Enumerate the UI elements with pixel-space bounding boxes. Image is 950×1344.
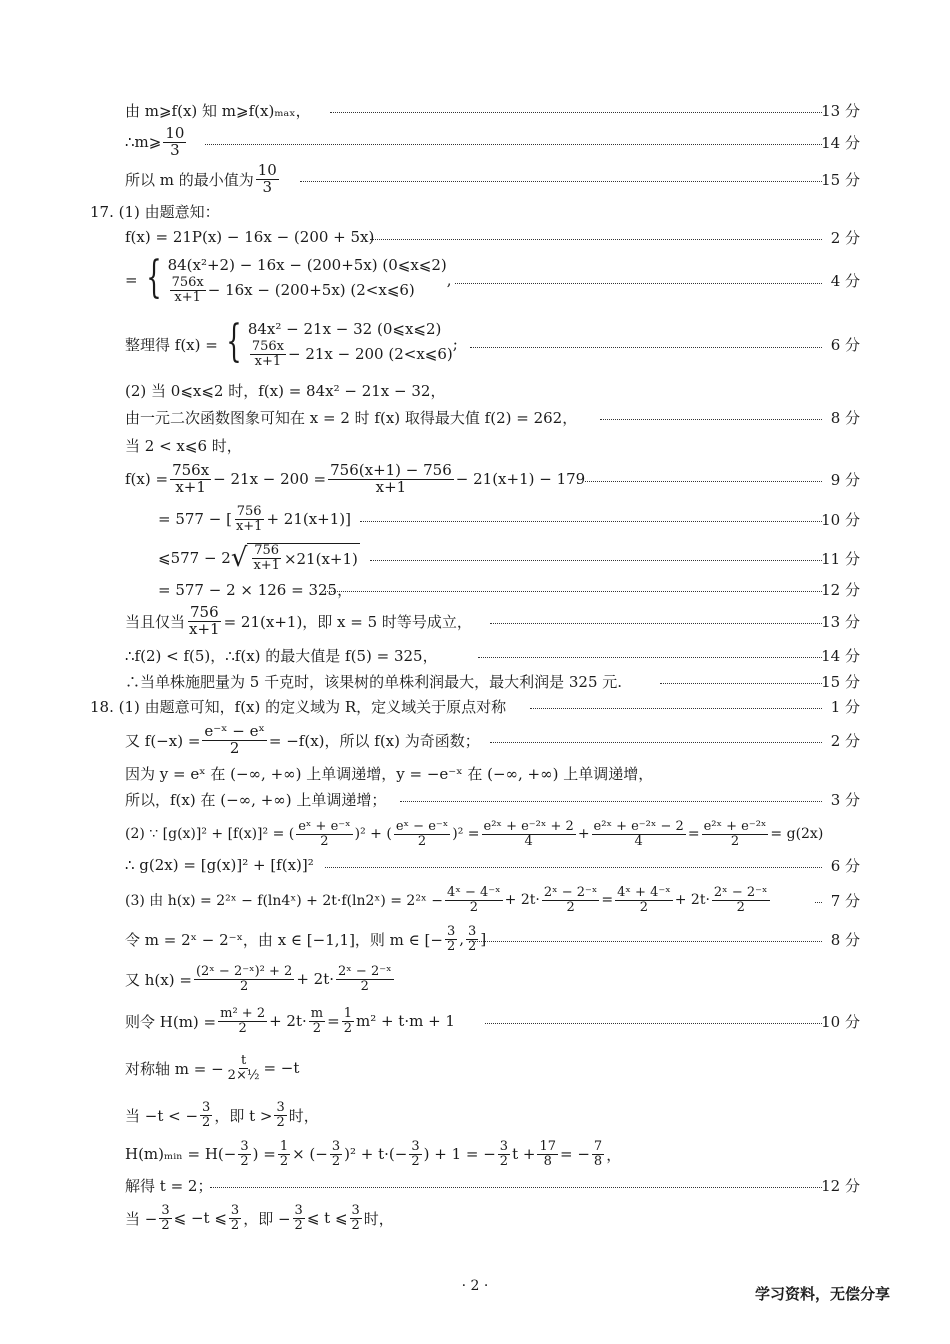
score-label: 10 分	[821, 1012, 860, 1031]
solution-line-26: 又 h(x) = $\frac{\text{(2ˣ − 2⁻ˣ)² + 2}}{2}$ + 2t· 2ˣ − 2⁻ˣ 2	[125, 963, 392, 994]
leader-dots	[325, 574, 822, 604]
footer-watermark: 学习资料，无偿分享	[754, 1285, 890, 1303]
leader-dots	[370, 538, 822, 578]
solution-line-19: 又 f(−x) = $\frac{\text{e⁻ˣ − eˣ}}{2}$ = −f(x)，所以 f(x) 为奇函数； 2 分	[0, 721, 950, 759]
solution-line-8	[0, 375, 950, 405]
line-text: 因为 y = eˣ 在 (−∞, +∞) 上单调递增，y = −e⁻ˣ 在 (−∞, +∞) 上单调递增，	[125, 764, 654, 783]
score-label: 10 分	[821, 510, 860, 529]
solution-line-22: (2) ∵ [g(x)]² + [f(x)]² = ( eˣ + e⁻ˣ 2 )² + ( eˣ − e⁻ˣ 2 )² = $\frac{\text{e²ˣ + e⁻²ˣ + 2}}{4}$ + $\frac{\text{e²ˣ + e⁻²ˣ − 2}}{4}$ = $\frac{\text{e²ˣ + e⁻²ˣ}}{2}$ = g(2x)	[125, 818, 824, 849]
leader-dots	[472, 920, 822, 958]
leader-dots	[490, 721, 822, 759]
score-label: 4 分	[830, 271, 860, 290]
solution-line-28: 对称轴 m = − $\frac{t}{\text{2×½}}$ = −t	[125, 1052, 300, 1083]
line-text: 由一元二次函数图象可知在 x = 2 时 f(x) 取得最大值 f(2) = 262，	[125, 408, 578, 427]
score-label: 12 分	[821, 580, 860, 599]
leader-dots	[210, 1170, 822, 1200]
case-row-1: 84x² − 21x − 32 (0⩽x⩽2)	[247, 319, 442, 338]
case-row-2: 756x x+1 − 21x − 200 (2<x⩽6)	[251, 338, 453, 369]
leader-dots	[470, 314, 822, 374]
score-label: 6 分	[830, 335, 860, 354]
solution-line-21	[0, 784, 950, 814]
line-text: ∴当单株施肥量为 5 千克时，该果树的单株利润最大，最大利润是 325 元.	[125, 672, 623, 691]
fraction: 10 3	[165, 123, 185, 159]
leader-dots	[600, 402, 822, 432]
solution-line-25: 令 m = 2ˣ − 2⁻ˣ，由 x ∈ [−1,1]，则 m ∈ [− $\frac{3}{2}$ , 3 2 ] 8 分	[0, 920, 950, 958]
solution-line-9	[0, 402, 950, 432]
score-label: 11 分	[821, 549, 860, 568]
line-text: 由 m⩾f(x) 知 m⩾f(x)ₘₐₓ，	[125, 101, 311, 120]
solution-line-23	[0, 850, 950, 880]
leader-dots	[815, 880, 822, 920]
solution-line-32: 当 − $\frac{3}{2}$ ⩽ −t ⩽ 3 2 ，即 − $\frac{3}{2}$ ⩽ t ⩽ 3 2 时，	[125, 1202, 394, 1233]
leader-dots	[455, 250, 822, 310]
leader-dots	[585, 458, 822, 500]
leader-dots	[300, 162, 822, 196]
question-18-line-1	[0, 691, 950, 721]
line-text: = 577 − 2 × 126 = 325，	[158, 580, 353, 599]
solution-line-5	[0, 222, 950, 252]
solution-line-3	[0, 162, 950, 196]
score-label: 15 分	[821, 672, 860, 691]
leader-dots	[370, 222, 822, 252]
solution-line-1	[0, 95, 950, 125]
leader-dots	[400, 784, 822, 814]
case-row-2: 756x x+1 − 16x − (200+5x) (2<x⩽6)	[171, 274, 415, 305]
page-number: · 2 ·	[461, 1278, 489, 1294]
score-label: 13 分	[821, 101, 860, 120]
score-label: 2 分	[830, 731, 860, 750]
leader-dots	[330, 95, 822, 125]
solution-line-31	[0, 1170, 950, 1200]
line-text: ∴f(2) < f(5)，∴f(x) 的最大值是 f(5) = 325，	[125, 646, 438, 665]
score-label: 9 分	[830, 470, 860, 489]
score-label: 14 分	[821, 646, 860, 665]
solution-line-15: 当且仅当 $\frac{756}{x+1}$ = 21(x+1)，即 x = 5 时等号成立， 13 分	[0, 602, 950, 640]
score-label: 1 分	[830, 697, 860, 716]
line-text: (2) 当 0⩽x⩽2 时，f(x) = 84x² − 21x − 32，	[125, 381, 446, 400]
line-text: 所以 m 的最小值为	[125, 170, 254, 189]
score-label: 7 分	[830, 891, 860, 910]
leader-dots	[490, 602, 822, 640]
line-text: 18. (1) 由题意可知，f(x) 的定义域为 R，定义域关于原点对称	[90, 697, 507, 716]
score-label: 3 分	[830, 790, 860, 809]
score-label: 14 分	[821, 133, 860, 152]
score-label: 6 分	[830, 856, 860, 875]
solution-line-30: H(m)ₘᵢₙ = H(− $\frac{3}{2}$ ) = $\frac{1}{2}$ × (− $\frac{3}{2}$ )² + t·(− $\frac{3}{2}$ ) + 1 = − $\frac{3}{2}$ t + $\frac{17}{8}$ = − $\frac{7}{8}$ ，	[125, 1138, 622, 1169]
leader-dots	[530, 691, 822, 721]
case-row-1: 84(x²+2) − 16x − (200+5x) (0⩽x⩽2)	[167, 255, 447, 274]
solution-line-27: 则令 H(m) = $\frac{\text{m² + 2}}{2}$ + 2t· $\frac{m}{2}$ = $\frac{1}{2}$ m² + t·m + 1 10 分	[0, 1002, 950, 1040]
piecewise-line-7: 整理得 f(x) = { 84x² − 21x − 32 (0⩽x⩽2) 756x x+1 − 21x − 200 (2<x⩽6) ; 6 分	[0, 314, 950, 374]
solution-line-2	[0, 125, 950, 159]
leader-dots	[325, 850, 822, 880]
solution-line-24: (3) 由 h(x) = 2²ˣ − f(ln4ˣ) + 2t·f(ln2ˣ) = 2²ˣ − $\frac{\text{4ˣ − 4⁻ˣ}}{2}$ + 2t· $\frac{\text{2ˣ − 2⁻ˣ}}{2}$ = $\frac{\text{4ˣ + 4⁻ˣ}}{2}$ + 2t· 2ˣ − 2⁻ˣ 2 7 分	[0, 880, 950, 920]
score-label: 8 分	[830, 408, 860, 427]
solution-line-11: f(x) = $\frac{756x}{x+1}$ − 21x − 200 = $\frac{756(x+1) - 756}{x+1}$ − 21(x+1) − 179 9 分	[0, 458, 950, 500]
leader-dots	[360, 500, 822, 538]
line-text: 当 2 < x⩽6 时，	[125, 436, 242, 455]
score-label: 8 分	[830, 930, 860, 949]
leader-dots	[485, 1002, 822, 1040]
solution-line-14	[0, 574, 950, 604]
score-label: 12 分	[821, 1176, 860, 1195]
score-label: 2 分	[830, 228, 860, 247]
fraction: 10 3	[257, 160, 277, 196]
line-text: ∴m⩾	[125, 133, 162, 151]
leader-dots	[205, 125, 822, 159]
line-text: 所以，f(x) 在 (−∞, +∞) 上单调递增；	[125, 790, 387, 809]
line-text: f(x) = 21P(x) − 16x − (200 + 5x)	[125, 228, 375, 246]
line-text: 17. (1) 由题意知：	[90, 202, 220, 221]
solution-line-13: ⩽577 − 2 √ $\frac{756}{x+1}$ ×21(x+1) 11 分	[0, 538, 950, 578]
piecewise-line-6: = { 84(x²+2) − 16x − (200+5x) (0⩽x⩽2) 756x x+1 − 16x − (200+5x) (2<x⩽6) , 4 分	[0, 250, 950, 310]
solution-line-29: 当 −t < − $\frac{3}{2}$ ，即 t > 3 2 时，	[125, 1099, 319, 1130]
line-text: ∴ g(2x) = [g(x)]² + [f(x)]²	[125, 856, 314, 874]
solution-line-10	[0, 430, 950, 460]
line-text: 解得 t = 2；	[125, 1176, 213, 1195]
score-label: 15 分	[821, 170, 860, 189]
solution-line-12: = 577 − [ 756 x+1 + 21(x+1)] 10 分	[0, 500, 950, 538]
score-label: 13 分	[821, 612, 860, 631]
